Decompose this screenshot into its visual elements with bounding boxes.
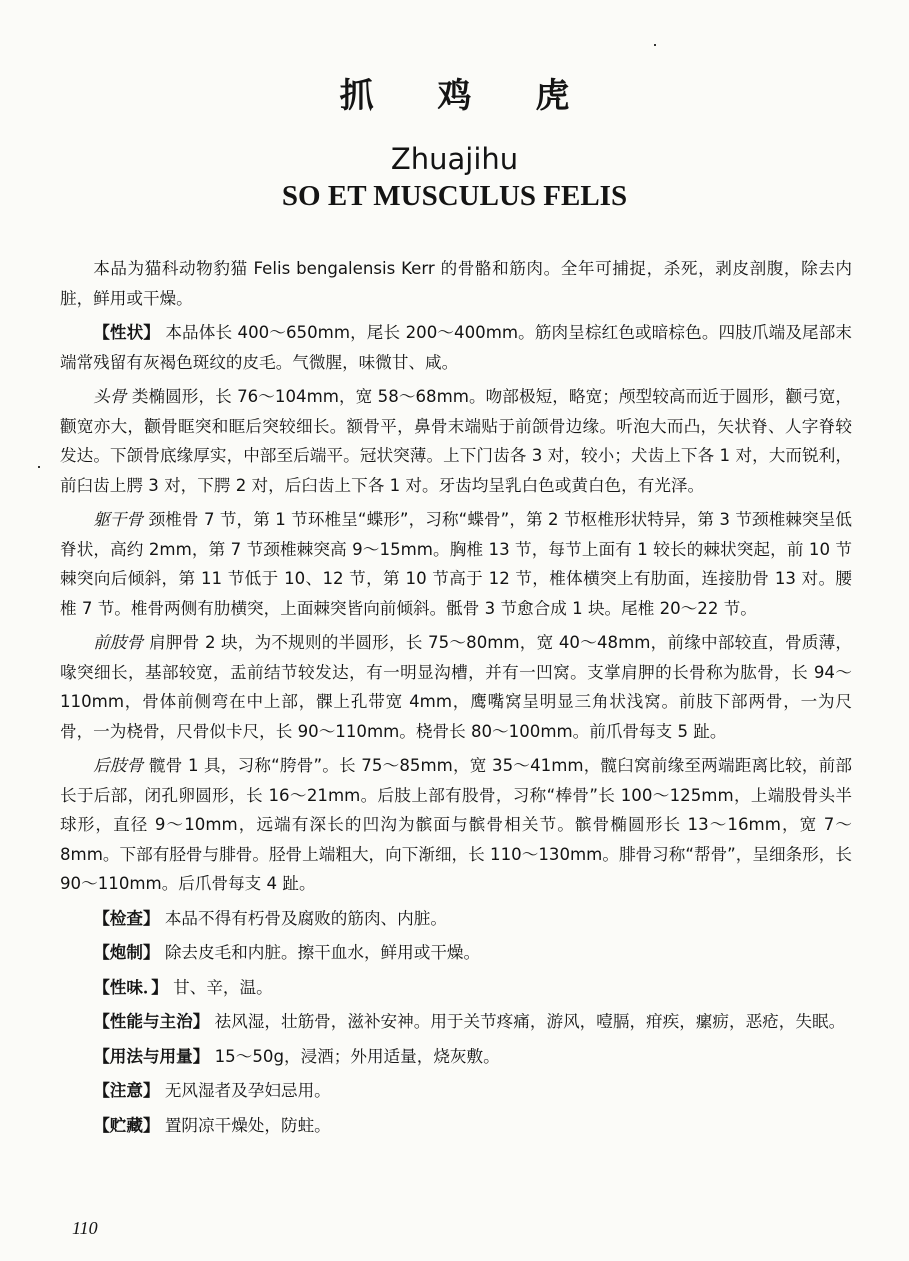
paragraph-text: 无风湿者及孕妇忌用。 [159,1081,331,1100]
paragraph-nature [60,973,852,1003]
paragraph-hindlimb [60,751,852,899]
title-latin: SO ET MUSCULUS FELIS [281,180,628,212]
scan-speck [654,44,656,46]
paragraph-trunk [60,505,852,623]
paragraph-text: 颈椎骨 7 节，第 1 节环椎呈“蝶形”，习称“蝶骨”，第 2 节枢椎形状特异，第 3 节颈椎棘突呈低脊状，高约 2mm，第 7 节颈椎棘突高 9～15mm。胸椎 13 节，每节上面有 1 较长的棘状突起，前 10 节棘突向后倾斜，第 11 节低于 10、12 节，第 10 节高于 12 节，椎体横突上有肋面，连接肋骨 13 对。腰椎 7 节。椎骨两侧有肋横突，上面棘突皆向前倾斜。骶骨 3 节愈合成 1 块。尾椎 20～22 节。 [60,510,852,618]
section-label: 【用法与用量】 [93,1046,210,1066]
paragraph-dosage [60,1042,852,1072]
scan-speck [38,466,40,468]
section-label: 【性味．】 [93,977,168,997]
paragraph-storage [60,1111,852,1141]
subsection-label: 头骨 [93,387,127,406]
section-label: 【性状】 [93,323,160,342]
subsection-label: 后肢骨 [93,756,144,775]
page-number: 110 [72,1218,98,1238]
title-pinyin: Zhuajihu [390,142,519,176]
paragraph-text: 本品体长 400～650mm，尾长 200～400mm。筋肉呈棕红色或暗棕色。四肢爪端及尾部末端常残留有灰褐色斑纹的皮毛。气微腥，味微甘、咸。 [60,323,853,372]
paragraph-forelimb [60,628,852,746]
paragraph-text: 置阴凉干燥处，防蛀。 [159,1115,331,1135]
paragraph-properties [60,318,852,377]
paragraph-text: 本品为猫科动物豹猫 Felis bengalensis Kerr 的骨骼和筋肉。全年可捕捉，杀死，剥皮剖腹，除去内脏，鲜用或干燥。 [60,259,852,308]
paragraph-processing [60,938,852,968]
paragraph-skull [60,382,852,500]
paragraph-text: 肩胛骨 2 块，为不规则的半圆形，长 75～80mm，宽 40～48mm，前缘中部较直，骨质薄，喙突细长，基部较宽，盂前结节较发达，有一明显沟槽，并有一凹窝。支掌肩胛的长骨称为肱骨，长 94～110mm，骨体前侧弯在中上部，髁上孔带宽 4mm，鹰嘴窝呈明显三角状浅窝。前肢下部两骨，一为尺骨，一为桡骨，尺骨似卡尺，长 90～110mm。桡骨长 80～100mm。前爪骨每支 5 趾。 [60,633,853,741]
subsection-label: 躯干骨 [93,510,144,529]
section-label: 【注意】 [93,1081,160,1100]
section-label: 【检查】 [93,908,160,928]
paragraph-text: 15～50g，浸酒；外用适量，烧灰敷。 [209,1046,500,1066]
entry-body [60,254,852,1145]
paragraph-functions [60,1007,852,1037]
title-chinese: 抓 鸡 虎 [339,76,596,116]
section-label: 【炮制】 [93,943,160,962]
paragraph-text: 类椭圆形，长 76～104mm，宽 58～68mm。吻部极短，略宽；颅型较高而近于圆形，颧弓宽，颧宽亦大，颧骨眶突和眶后突较细长。额骨平，鼻骨末端贴于前颌骨边缘。听泡大而凸，矢状脊、人字脊较发达。下颌骨底缘厚实，中部至后端平。冠状突薄。上下门齿各 3 对，较小；犬齿上下各 1 对，大而锐利，前臼齿上腭 3 对，下腭 2 对，后臼齿上下各 1 对。牙齿均呈乳白色或黄白色，有光泽。 [60,387,852,495]
paragraph-text: 甘、辛，温。 [167,977,273,997]
section-label: 【贮藏】 [93,1115,160,1135]
paragraph-text: 髋骨 1 具，习称“胯骨”。长 75～85mm，宽 35～41mm，髋臼窝前缘至两端距离比较，前部长于后部，闭孔卵圆形，长 16～21mm。后肢上部有股骨，习称“棒骨”长 100～125mm，上端股骨头半球形，直径 9～10mm，远端有深长的凹沟为髌面与髌骨相关节。髌骨椭圆形长 13～16mm，宽 7～8mm。下部有胫骨与腓骨。胫骨上端粗大，向下渐细，长 110～130mm。腓骨习称“帮骨”，呈细条形，长 90～110mm。后爪骨每支 4 趾。 [60,756,852,893]
paragraph-intro [60,254,852,313]
subsection-label: 前肢骨 [93,633,144,652]
paragraph-text: 除去皮毛和内脏。擦干血水，鲜用或干燥。 [159,943,481,962]
paragraph-caution [60,1076,852,1106]
paragraph-inspection [60,904,852,934]
paragraph-text: 本品不得有朽骨及腐败的筋肉、内脏。 [159,908,447,928]
section-label: 【性能与主治】 [93,1012,210,1031]
paragraph-text: 祛风湿，壮筋骨，滋补安神。用于关节疼痛，游风，噎膈，疳疾，瘰疬，恶疮，失眠。 [209,1012,846,1031]
